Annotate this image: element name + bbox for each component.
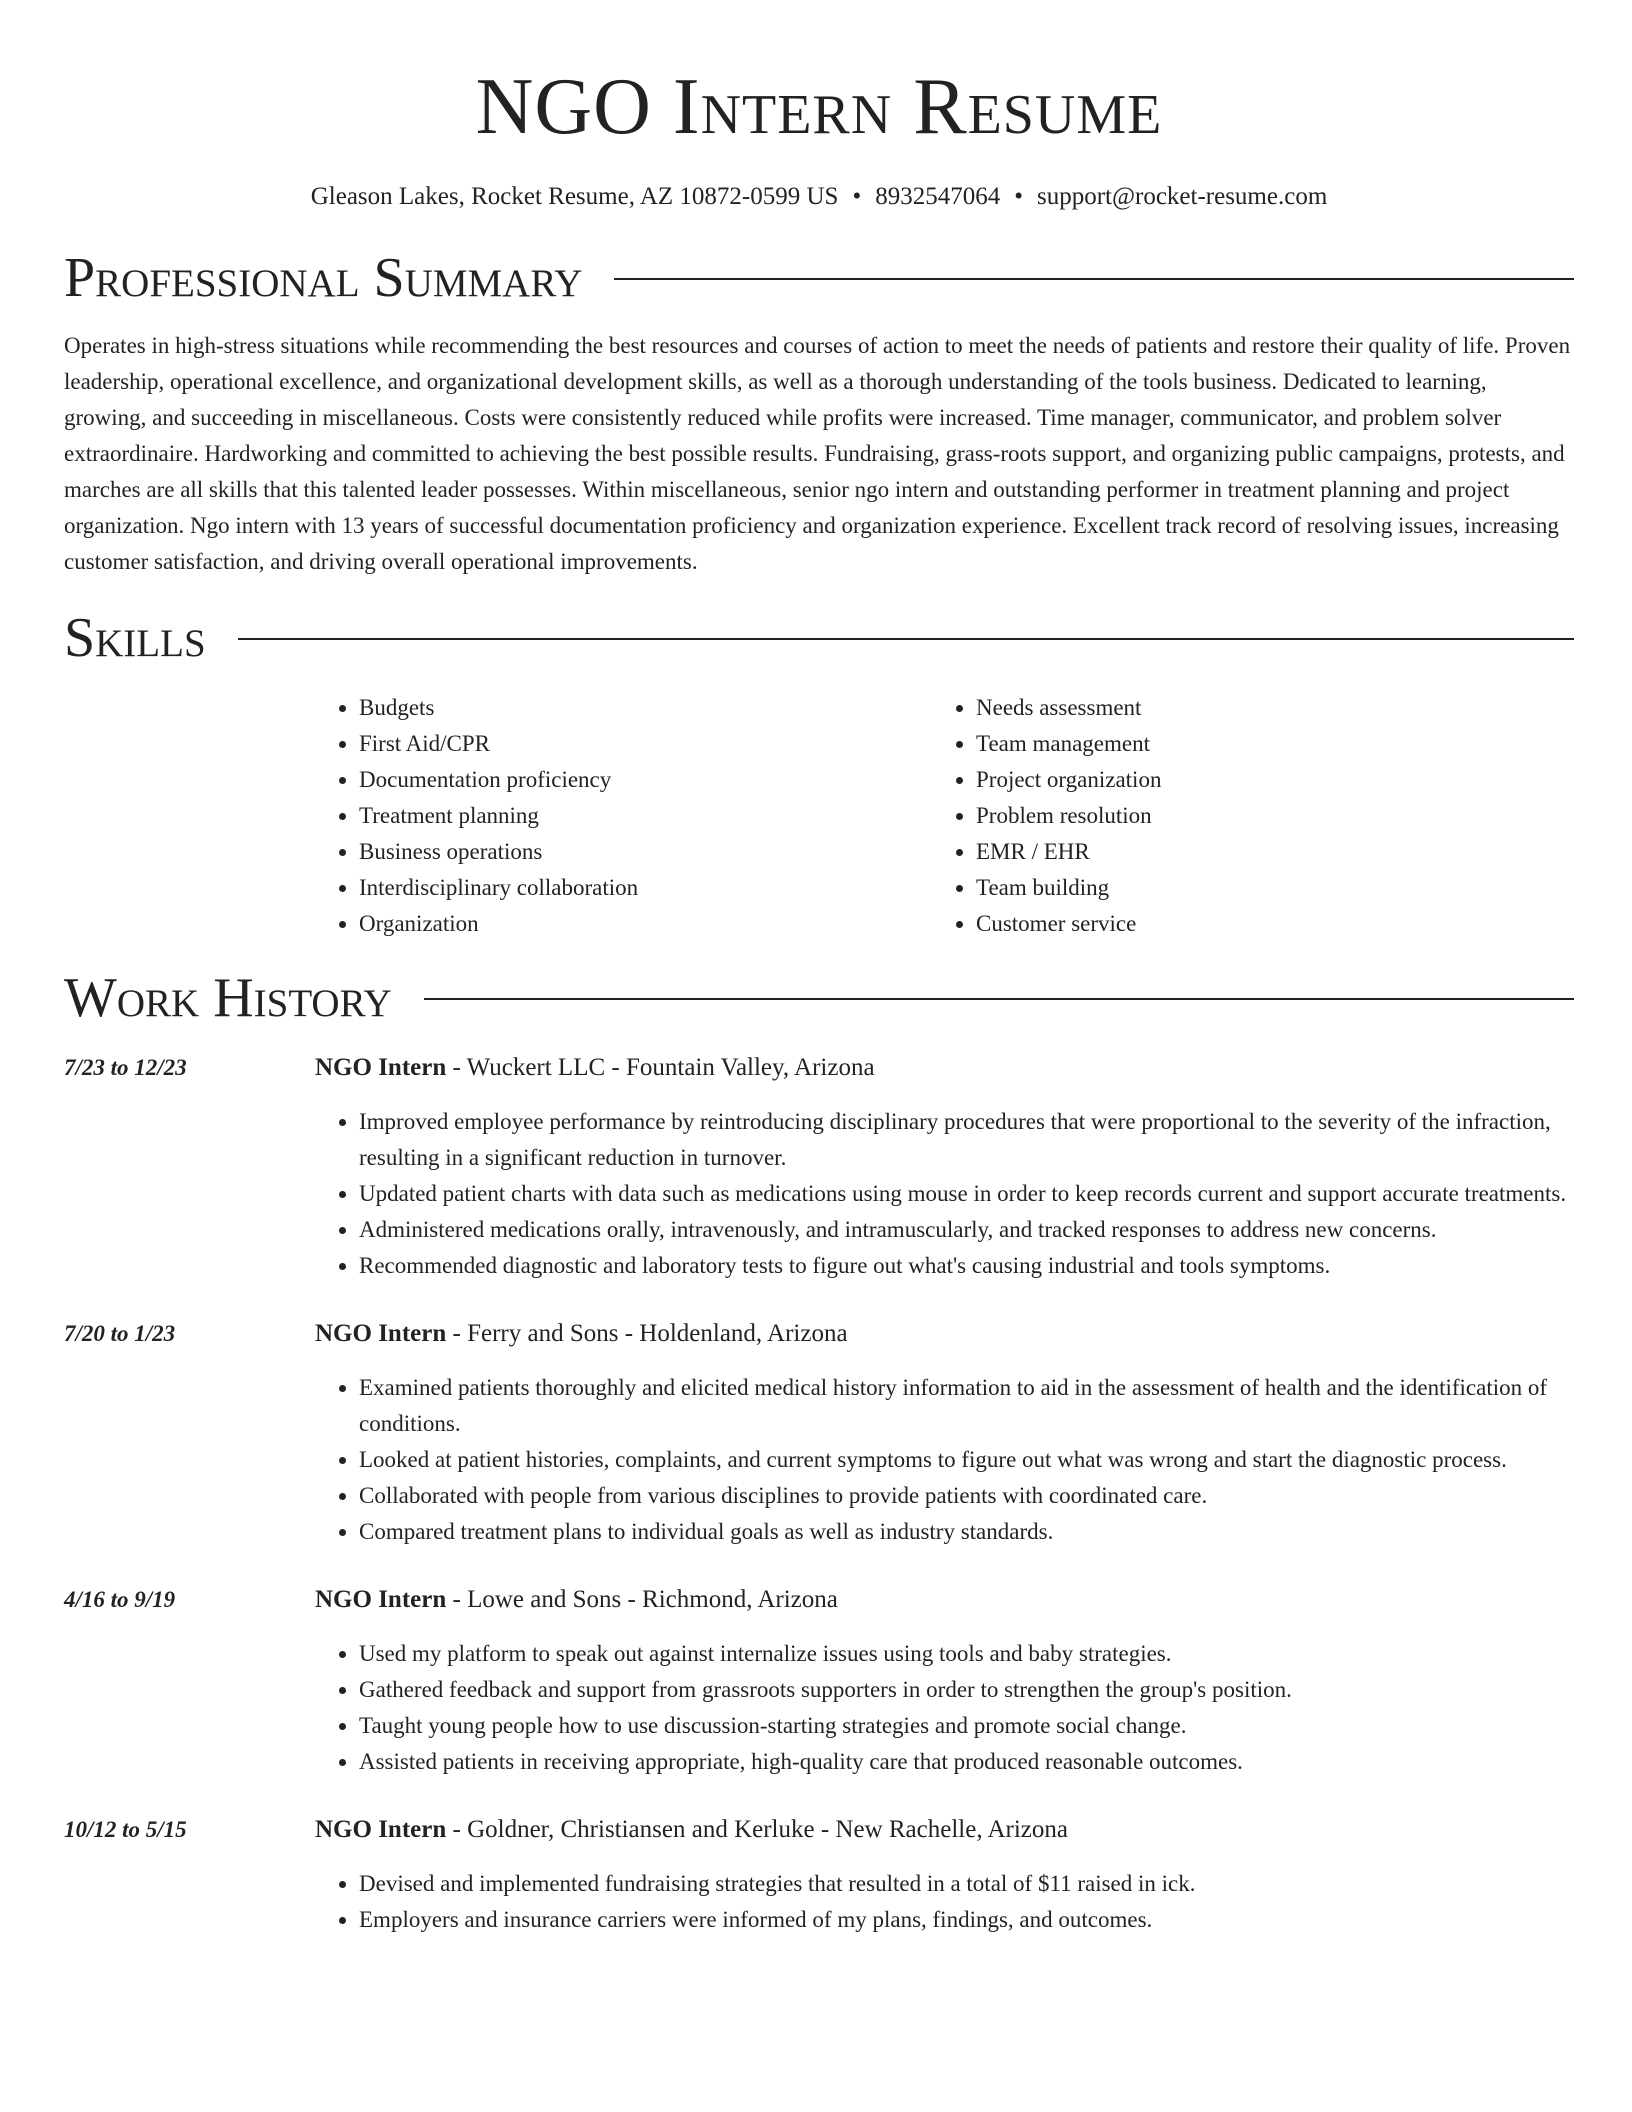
skill-item: • Problem resolution	[976, 798, 1549, 834]
skills-heading: Skills	[64, 607, 206, 669]
skill-item: • Treatment planning	[359, 798, 932, 834]
skill-item: • EMR / EHR	[976, 834, 1549, 870]
job-entry	[64, 1050, 1574, 1284]
skill-item: • Business operations	[359, 834, 932, 870]
resume-title: NGO Intern Resume	[475, 63, 1163, 151]
skills-section-header	[64, 608, 1574, 668]
job-dates: 10/12 to 5/15	[64, 1817, 187, 1842]
skill-item: • Team building	[976, 870, 1549, 906]
job-role: NGO Intern	[315, 1586, 447, 1613]
skills-list	[315, 690, 1574, 942]
job-bullet: • Collaborated with people from various disciplines to provide patients with coordinated care.	[359, 1478, 1574, 1514]
section-divider	[614, 278, 1574, 280]
skill-item: • Team management	[976, 726, 1549, 762]
job-title-line	[315, 1812, 1574, 1848]
job-entry	[64, 1582, 1574, 1780]
skill-item: • First Aid/CPR	[359, 726, 932, 762]
section-divider	[424, 998, 1574, 1000]
job-role: NGO Intern	[315, 1054, 447, 1081]
job-bullets	[315, 1866, 1574, 1938]
job-bullet: • Recommended diagnostic and laboratory tests to figure out what's causing industrial and tools symptoms.	[359, 1248, 1574, 1284]
skill-item: • Budgets	[359, 690, 932, 726]
job-bullet: • Compared treatment plans to individual goals as well as industry standards.	[359, 1514, 1574, 1550]
job-title-line	[315, 1316, 1574, 1352]
job-title-line	[315, 1582, 1574, 1618]
job-bullet: • Gathered feedback and support from grassroots supporters in order to strengthen the group's position.	[359, 1672, 1574, 1708]
job-bullet: • Looked at patient histories, complaints, and current symptoms to figure out what was wrong and start the diagnostic process.	[359, 1442, 1574, 1478]
job-bullets	[315, 1370, 1574, 1550]
contact-phone: 8932547064	[875, 183, 1001, 210]
contact-email: support@rocket-resume.com	[1036, 183, 1328, 210]
job-bullet: • Administered medications orally, intravenously, and intramuscularly, and tracked responses to address new concerns.	[359, 1212, 1574, 1248]
job-dates: 7/23 to 12/23	[64, 1055, 187, 1080]
skill-item: • Needs assessment	[976, 690, 1549, 726]
job-bullet: • Examined patients thoroughly and elicited medical history information to aid in the assessment of health and the identification of conditions.	[359, 1370, 1574, 1442]
job-role: NGO Intern	[315, 1816, 447, 1843]
skill-item: • Project organization	[976, 762, 1549, 798]
job-dates: 4/16 to 9/19	[64, 1587, 176, 1612]
job-company: - Ferry and Sons - Holdenland, Arizona	[446, 1320, 848, 1347]
skill-item: • Documentation proficiency	[359, 762, 932, 798]
contact-line	[64, 182, 1574, 212]
skill-item: • Organization	[359, 906, 932, 942]
skill-item: • Customer service	[976, 906, 1549, 942]
job-company: - Goldner, Christiansen and Kerluke - New Rachelle, Arizona	[446, 1816, 1068, 1843]
job-bullets	[315, 1636, 1574, 1780]
section-divider	[238, 638, 1574, 640]
job-entry	[64, 1812, 1574, 1938]
skills-column-right	[932, 690, 1549, 942]
job-bullet: • Improved employee performance by reintroducing disciplinary procedures that were proportional to the severity of the infraction, resulting in a significant reduction in turnover.	[359, 1104, 1574, 1176]
job-bullet: • Employers and insurance carriers were informed of my plans, findings, and outcomes.	[359, 1902, 1574, 1938]
job-bullet: • Assisted patients in receiving appropriate, high-quality care that produced reasonable outcomes.	[359, 1744, 1574, 1780]
job-bullet: • Updated patient charts with data such as medications using mouse in order to keep records current and support accurate treatments.	[359, 1176, 1574, 1212]
summary-section-header	[64, 248, 1574, 308]
work-heading: Work History	[64, 967, 392, 1029]
job-bullet: • Used my platform to speak out against internalize issues using tools and baby strategies.	[359, 1636, 1574, 1672]
contact-address: Gleason Lakes, Rocket Resume, AZ 10872-0599 US	[310, 183, 839, 210]
skills-column-left	[315, 690, 932, 942]
skill-item: • Interdisciplinary collaboration	[359, 870, 932, 906]
contact-separator: •	[1014, 183, 1023, 210]
job-bullets	[315, 1104, 1574, 1284]
work-section-header	[64, 968, 1574, 1028]
summary-heading: Professional Summary	[64, 247, 583, 309]
contact-separator: •	[852, 183, 862, 210]
job-bullet: • Taught young people how to use discussion-starting strategies and promote social change.	[359, 1708, 1574, 1744]
resume-page	[64, 0, 1574, 1938]
job-dates: 7/20 to 1/23	[64, 1321, 176, 1346]
job-title-line	[315, 1050, 1574, 1086]
summary-text: Operates in high-stress situations while recommending the best resources and courses of action to meet the needs of patients and restore their quality of life. Proven leadership, operational excellence, and organizational development skills, as well as a thorough understanding of the tools business. Dedicated to learning, growing, and succeeding in miscellaneous. Costs were consistently reduced while profits were increased. Time manager, communicator, and problem solver extraordinaire. Hardworking and committed to achieving the best possible results. Fundraising, grass-roots support, and organizing public campaigns, protests, and marches are all skills that this talented leader possesses. Within miscellaneous, senior ngo intern and outstanding performer in treatment planning and project organization. Ngo intern with 13 years of successful documentation proficiency and organization experience. Excellent track record of resolving issues, increasing customer satisfaction, and driving overall operational improvements.	[64, 333, 1571, 574]
job-role: NGO Intern	[315, 1320, 447, 1347]
job-entry	[64, 1316, 1574, 1550]
job-company: - Wuckert LLC - Fountain Valley, Arizona	[446, 1054, 875, 1081]
job-company: - Lowe and Sons - Richmond, Arizona	[446, 1586, 838, 1613]
job-bullet: • Devised and implemented fundraising strategies that resulted in a total of $11 raised in ick.	[359, 1866, 1574, 1902]
